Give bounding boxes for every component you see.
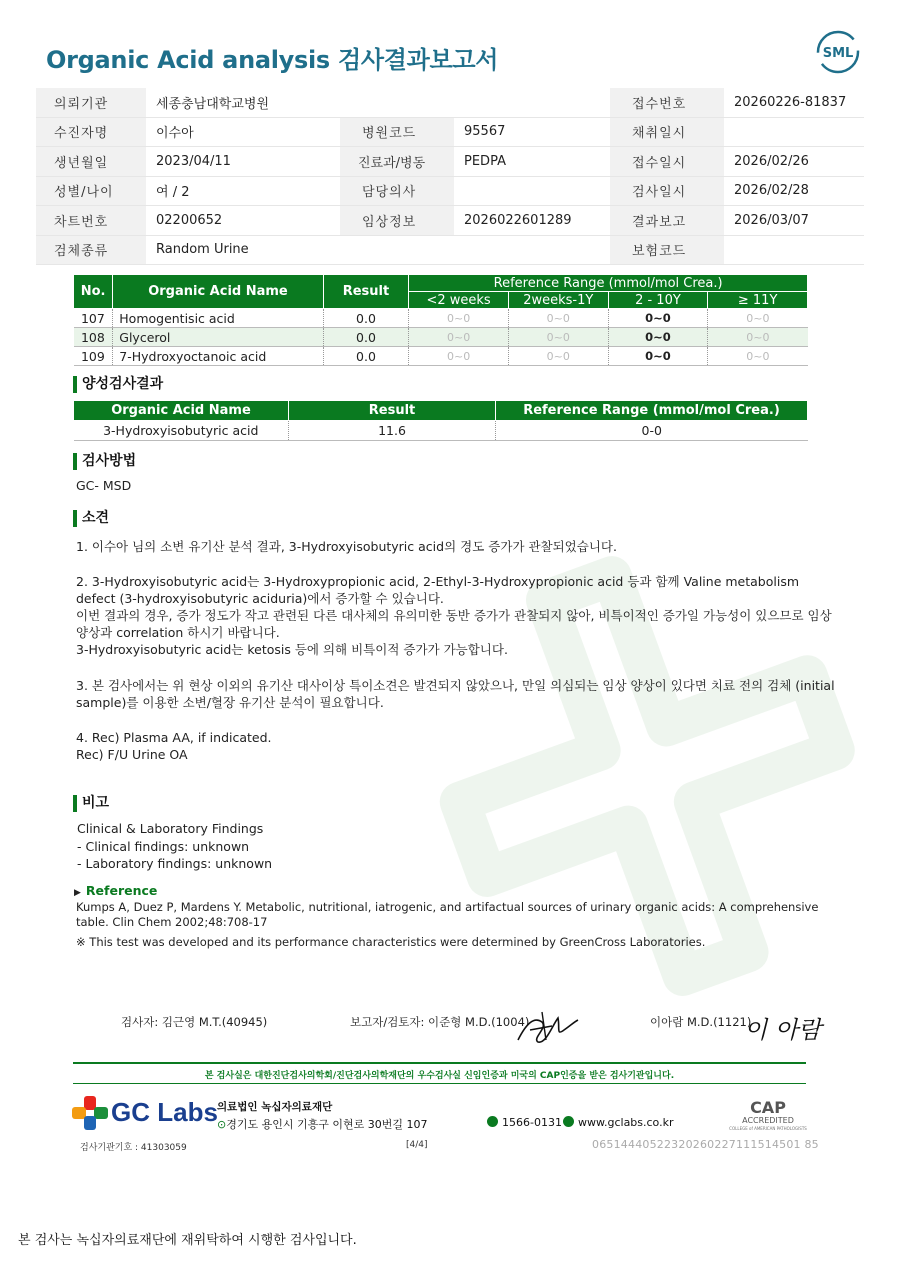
cell-name: Homogentisic acid <box>113 309 323 328</box>
finding-line: 4. Rec) Plasma AA, if indicated. <box>76 730 272 745</box>
cell-ref: 0~0 <box>508 328 608 347</box>
value-doctor <box>454 176 610 206</box>
label-doctor: 담당의사 <box>340 176 454 206</box>
label-receipt-no: 접수번호 <box>610 88 724 117</box>
cell-ref: 0~0 <box>409 347 509 366</box>
value-specimen: Random Urine <box>146 235 610 265</box>
address: 경기도 용인시 기흥구 이현로 30번길 107 <box>226 1118 428 1131</box>
organic-acid-result-table <box>73 274 808 366</box>
finding-line: 3-Hydroxyisobutyric acid는 ketosis 등에 의해 비특이적 증가가 가능합니다. <box>76 642 508 657</box>
cell-ref: 0-0 <box>496 421 808 441</box>
sml-logo-text: SML <box>822 46 854 61</box>
label-chart-no: 차트번호 <box>36 206 146 236</box>
label-birthdate: 생년월일 <box>36 147 146 177</box>
finding-line: sample)를 이용한 소변/혈장 유기산 분석이 필요합니다. <box>76 695 384 710</box>
value-test-date: 2026/02/28 <box>724 176 864 206</box>
header-name: Organic Acid Name <box>113 275 323 309</box>
cell-result: 11.6 <box>289 421 496 441</box>
remark-line: - Clinical findings: unknown <box>77 839 250 854</box>
section-findings-title: 소견 <box>73 510 109 527</box>
triangle-right-icon: ▶ <box>74 888 81 898</box>
reference-line: table. Clin Chem 2002;48:708-17 <box>76 915 268 929</box>
cap-logo <box>728 1100 808 1132</box>
tester-signature: 검사자: 김근영 M.T.(40945) <box>121 1015 268 1029</box>
cell-ref: 0~0 <box>508 309 608 328</box>
patient-row <box>36 117 864 147</box>
address-row <box>217 1116 427 1132</box>
finding-line: 1. 이수아 님의 소변 유기산 분석 결과, 3-Hydroxyisobutyric acid의 경도 증가가 관찰되었습니다. <box>76 539 617 554</box>
finding-line: 양상과 correlation 하시기 바랍니다. <box>76 625 280 640</box>
value-receipt-date: 2026/02/26 <box>724 147 864 177</box>
sml-logo-icon <box>816 30 860 74</box>
cap-big: CAP <box>750 1098 786 1117</box>
gc-brand: GC Labs <box>111 1097 218 1127</box>
patient-row <box>36 88 864 117</box>
section-remarks-title: 비고 <box>73 795 109 812</box>
cap-tiny: COLLEGE of AMERICAN PATHOLOGISTS <box>729 1126 807 1131</box>
cell-no: 109 <box>74 347 113 366</box>
value-sex-age: 여 / 2 <box>146 176 340 206</box>
label-specimen: 검체종류 <box>36 235 146 265</box>
cell-ref: 0~0 <box>708 347 808 366</box>
header-ref-range: Reference Range (mmol/mol Crea.) <box>496 401 808 421</box>
value-hospital-code: 95567 <box>454 117 610 147</box>
cell-result: 0.0 <box>323 347 409 366</box>
phone-icon <box>487 1116 498 1127</box>
value-collect-date <box>724 117 864 147</box>
reference-note: ※ This test was developed and its performance characteristics were determined by GreenCross Laboratories. <box>76 935 706 949</box>
cell-name: 3-Hydroxyisobutyric acid <box>74 421 289 441</box>
page-number: [4/4] <box>406 1140 428 1150</box>
header-result: Result <box>323 275 409 309</box>
reference-title: Reference <box>85 883 158 898</box>
cert-line: 본 검사실은 대한진단검사의학회/진단검사의학재단의 우수검사실 신임인증과 미국의 CAP인증을 받은 검사기관입니다. <box>204 1071 675 1081</box>
value-patient-name: 이수아 <box>146 117 340 147</box>
footer-divider <box>73 1062 806 1064</box>
label-report-date: 결과보고 <box>610 206 724 236</box>
value-dept: PEDPA <box>454 147 610 177</box>
table-row <box>74 421 808 441</box>
header-age-group: 2 - 10Y <box>608 292 708 309</box>
finding-line: 2. 3-Hydroxyisobutyric acid는 3-Hydroxypropionic acid, 2-Ethyl-3-Hydroxypropionic acid 등과 함께 Valine metabolism <box>76 574 800 589</box>
signature-scribble-icon <box>512 1004 580 1048</box>
org-name: 의료법인 녹십자의료재단 <box>217 1101 333 1113</box>
third-signature: 이아람 M.D.(1121) <box>650 1015 752 1029</box>
patient-row <box>36 206 864 236</box>
header-ref-range: Reference Range (mmol/mol Crea.) <box>409 275 808 292</box>
finding-line: defect (3-hydroxyisobutyric aciduria)에서 증가할 수 있습니다. <box>76 591 444 606</box>
inst-no: 검사기관기호 : 41303059 <box>80 1143 187 1153</box>
reporter-signature: 보고자/검토자: 이준형 M.D.(1004) <box>350 1015 530 1029</box>
location-pin-icon: ⊙ <box>217 1118 227 1131</box>
reference-title-row <box>74 883 157 898</box>
cell-no: 108 <box>74 328 113 347</box>
phone-row <box>487 1116 562 1129</box>
section-positive-title: 양성검사결과 <box>73 376 163 393</box>
cell-name: Glycerol <box>113 328 323 347</box>
home-icon <box>563 1116 574 1127</box>
patient-info-table <box>36 88 864 265</box>
section-method-title: 검사방법 <box>73 453 136 470</box>
label-insurance-code: 보험코드 <box>610 235 724 265</box>
label-hospital-code: 병원코드 <box>340 117 454 147</box>
label-collect-date: 채취일시 <box>610 117 724 147</box>
label-receipt-date: 접수일시 <box>610 147 724 177</box>
website-row <box>563 1116 674 1129</box>
cell-ref: 0~0 <box>409 328 509 347</box>
cell-ref: 0~0 <box>708 328 808 347</box>
header-no: No. <box>74 275 113 309</box>
value-birthdate: 2023/04/11 <box>146 147 340 177</box>
label-patient-name: 수진자명 <box>36 117 146 147</box>
method-value: GC- MSD <box>76 478 132 493</box>
positive-result-table <box>73 400 808 441</box>
header-age-group: 2weeks-1Y <box>508 292 608 309</box>
label-dept: 진료과/병동 <box>340 147 454 177</box>
cell-ref: 0~0 <box>409 309 509 328</box>
finding-line: 3. 본 검사에서는 위 현상 이외의 유기산 대사이상 특이소견은 발견되지 않았으나, 만일 의심되는 임상 양상이 있다면 치료 전의 검체 (initial <box>76 678 835 693</box>
value-chart-no: 02200652 <box>146 206 340 236</box>
cap-small: ACCREDITED <box>742 1116 794 1125</box>
finding-line: 이번 결과의 경우, 증가 정도가 작고 관련된 다른 대사체의 유의미한 동반 증가가 관찰되지 않아, 비특이적인 증가일 가능성이 있으므로 임상 <box>76 608 832 623</box>
cell-ref: 0~0 <box>608 328 708 347</box>
cell-ref: 0~0 <box>708 309 808 328</box>
cell-ref: 0~0 <box>608 347 708 366</box>
table-row <box>74 347 808 366</box>
cell-no: 107 <box>74 309 113 328</box>
table-row <box>74 328 808 347</box>
header-name: Organic Acid Name <box>74 401 289 421</box>
value-receipt-no: 20260226-81837 <box>724 88 864 117</box>
cell-name: 7-Hydroxyoctanoic acid <box>113 347 323 366</box>
remark-line: - Laboratory findings: unknown <box>77 856 273 871</box>
label-institution: 의뢰기관 <box>36 88 146 117</box>
value-insurance-code <box>724 235 864 265</box>
header-result: Result <box>289 401 496 421</box>
gc-cross-logo-icon <box>72 1096 108 1130</box>
cell-ref: 0~0 <box>508 347 608 366</box>
bottom-note: 본 검사는 녹십자의료재단에 재위탁하여 시행한 검사입니다. <box>18 1233 357 1248</box>
signature-handwritten: 이 아람 <box>744 1016 822 1044</box>
finding-line: Rec) F/U Urine OA <box>76 747 188 762</box>
reference-line: Kumps A, Duez P, Mardens Y. Metabolic, nutritional, iatrogenic, and artifactual sources of urinary organic acids: A comprehensive <box>76 900 819 914</box>
table-row <box>74 309 808 328</box>
label-clinical-info: 임상정보 <box>340 206 454 236</box>
header-age-group: ≥ 11Y <box>708 292 808 309</box>
remark-line: Clinical & Laboratory Findings <box>77 821 264 836</box>
cell-ref: 0~0 <box>608 309 708 328</box>
label-sex-age: 성별/나이 <box>36 176 146 206</box>
value-clinical-info: 2026022601289 <box>454 206 610 236</box>
cell-result: 0.0 <box>323 309 409 328</box>
barcode-number: 06514440522320260227111514501 85 <box>592 1138 819 1151</box>
website: www.gclabs.co.kr <box>578 1116 674 1129</box>
page-title: Organic Acid analysis 검사결과보고서 <box>46 46 499 74</box>
patient-row <box>36 235 864 265</box>
phone: 1566-0131 <box>502 1116 562 1129</box>
footer-divider-thin <box>73 1083 806 1084</box>
value-report-date: 2026/03/07 <box>724 206 864 236</box>
label-test-date: 검사일시 <box>610 176 724 206</box>
header-age-group: <2 weeks <box>409 292 509 309</box>
value-institution: 세종충남대학교병원 <box>146 88 610 117</box>
cell-result: 0.0 <box>323 328 409 347</box>
patient-row <box>36 147 864 177</box>
patient-row <box>36 176 864 206</box>
